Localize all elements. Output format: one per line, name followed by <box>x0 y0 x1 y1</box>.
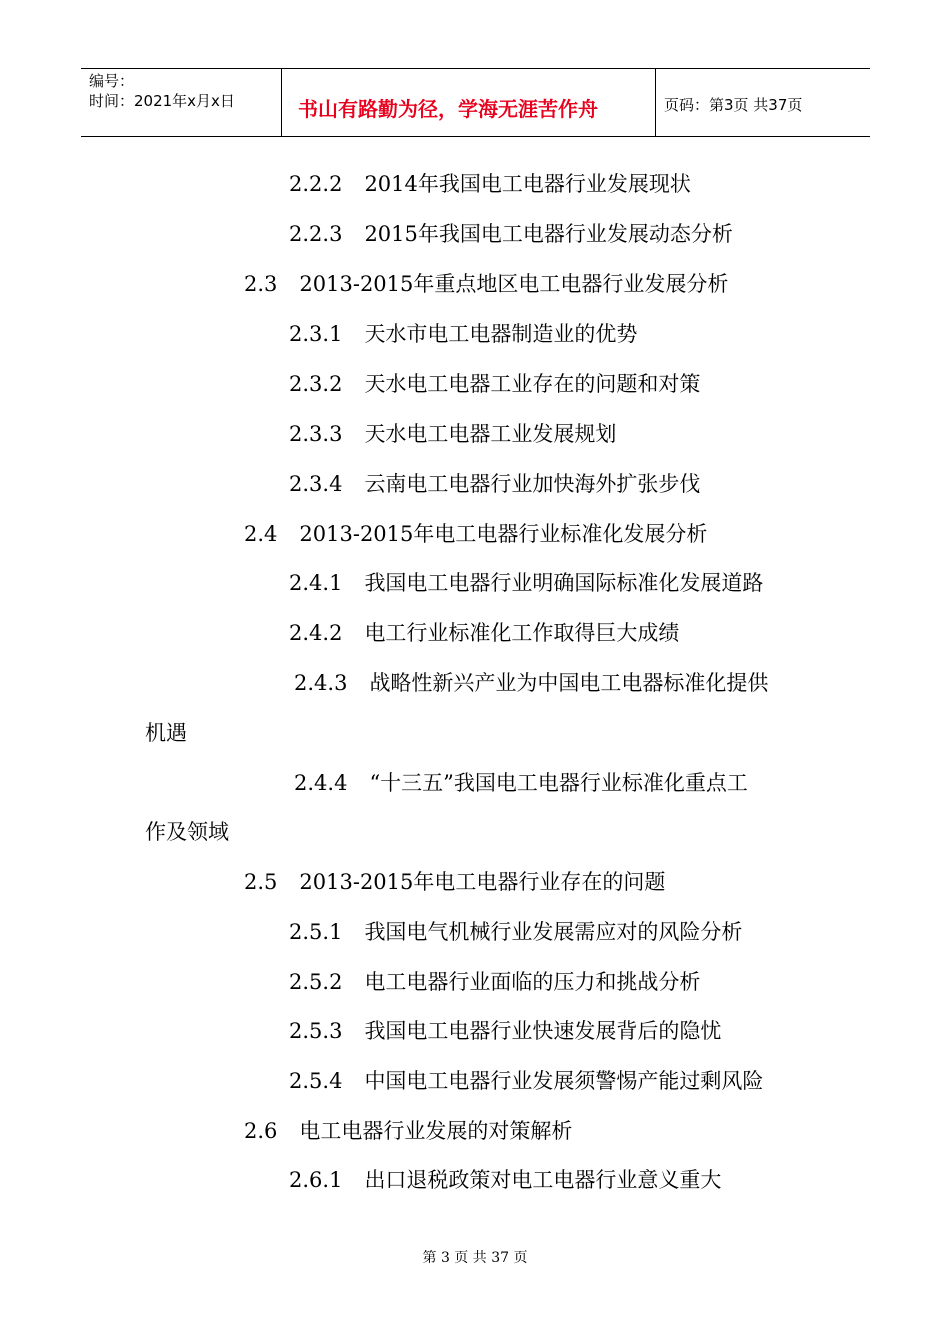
toc-title: 2014年我国电工电器行业发展现状 <box>364 172 691 196</box>
toc-number: 2.3.3 <box>289 422 343 446</box>
toc-number: 2.5.3 <box>289 1019 343 1043</box>
toc-title: 云南电工电器行业加快海外扩张步伐 <box>364 472 701 496</box>
toc-title: 天水电工电器工业存在的问题和对策 <box>364 372 701 396</box>
header-page-info: 页码：第3页 共37页 <box>664 96 803 114</box>
toc-number: 2.6.1 <box>289 1168 343 1192</box>
toc-number: 2.2.2 <box>289 172 343 196</box>
toc-number: 2.4 <box>244 522 278 546</box>
toc-entry <box>244 521 707 547</box>
header-page-cell <box>656 69 870 136</box>
toc-number: 2.3 <box>244 272 278 296</box>
toc-entry <box>289 570 763 596</box>
toc-number: 2.4.3 <box>294 671 348 695</box>
toc-entry <box>289 969 700 995</box>
page-header <box>81 68 870 137</box>
toc-number: 2.3.1 <box>289 322 343 346</box>
toc-number: 2.5.1 <box>289 920 343 944</box>
header-meta-cell <box>81 69 282 136</box>
toc-title: 2013-2015年重点地区电工电器行业发展分析 <box>299 272 729 296</box>
toc-entry <box>244 1118 572 1144</box>
toc-entry <box>289 221 733 247</box>
toc-title: 2013-2015年电工电器行业存在的问题 <box>299 870 666 894</box>
toc-title: 我国电工电器行业明确国际标准化发展道路 <box>364 571 764 595</box>
doc-number-label: 编号： <box>89 72 135 90</box>
toc-entry <box>289 620 679 646</box>
toc-title: 我国电气机械行业发展需应对的风险分析 <box>364 920 743 944</box>
toc-title: 机遇 <box>145 721 187 745</box>
toc-title: “十三五”我国电工电器行业标准化重点工 <box>369 771 748 795</box>
toc-entry-continuation <box>145 720 187 746</box>
toc-title: 作及领域 <box>145 820 229 844</box>
toc-entry <box>294 670 768 696</box>
toc-title: 电工行业标准化工作取得巨大成绩 <box>364 621 680 645</box>
toc-entry <box>289 919 742 945</box>
toc-number: 2.5 <box>244 870 278 894</box>
toc-entry <box>289 471 700 497</box>
toc-number: 2.4.4 <box>294 771 348 795</box>
toc-title: 战略性新兴产业为中国电工电器标准化提供 <box>369 671 769 695</box>
toc-entry-continuation <box>145 819 229 845</box>
toc-title: 2015年我国电工电器行业发展动态分析 <box>364 222 733 246</box>
toc-title: 天水电工电器工业发展规划 <box>364 422 617 446</box>
toc-title: 出口退税政策对电工电器行业意义重大 <box>364 1168 722 1192</box>
toc-number: 2.4.2 <box>289 621 343 645</box>
toc-number: 2.6 <box>244 1119 278 1143</box>
header-motto: 书山有路勤为径，学海无涯苦作舟 <box>298 97 598 121</box>
toc-number: 2.4.1 <box>289 571 343 595</box>
toc-entry <box>244 271 728 297</box>
toc-title: 中国电工电器行业发展须警惕产能过剩风险 <box>364 1069 764 1093</box>
toc-number: 2.2.3 <box>289 222 343 246</box>
toc-number: 2.5.4 <box>289 1069 343 1093</box>
toc-number: 2.3.4 <box>289 472 343 496</box>
toc-title: 电工电器行业面临的压力和挑战分析 <box>364 970 701 994</box>
header-motto-cell <box>282 69 656 136</box>
toc-entry <box>244 869 665 895</box>
toc-title: 电工电器行业发展的对策解析 <box>299 1119 573 1143</box>
toc-title: 2013-2015年电工电器行业标准化发展分析 <box>299 522 708 546</box>
toc-entry <box>289 371 700 397</box>
toc-entry <box>289 1167 721 1193</box>
toc-entry <box>289 321 637 347</box>
toc-entry <box>289 171 691 197</box>
toc-number: 2.5.2 <box>289 970 343 994</box>
toc-entry <box>289 421 616 447</box>
toc-number: 2.3.2 <box>289 372 343 396</box>
toc-entry <box>294 770 748 796</box>
toc-entry <box>289 1068 763 1094</box>
toc-title: 我国电工电器行业快速发展背后的隐忧 <box>364 1019 722 1043</box>
page-footer: 第 3 页 共 37 页 <box>422 1250 528 1266</box>
toc-entry <box>289 1018 721 1044</box>
toc-title: 天水市电工电器制造业的优势 <box>364 322 638 346</box>
doc-time-label: 时间：2021年x月x日 <box>89 92 235 110</box>
